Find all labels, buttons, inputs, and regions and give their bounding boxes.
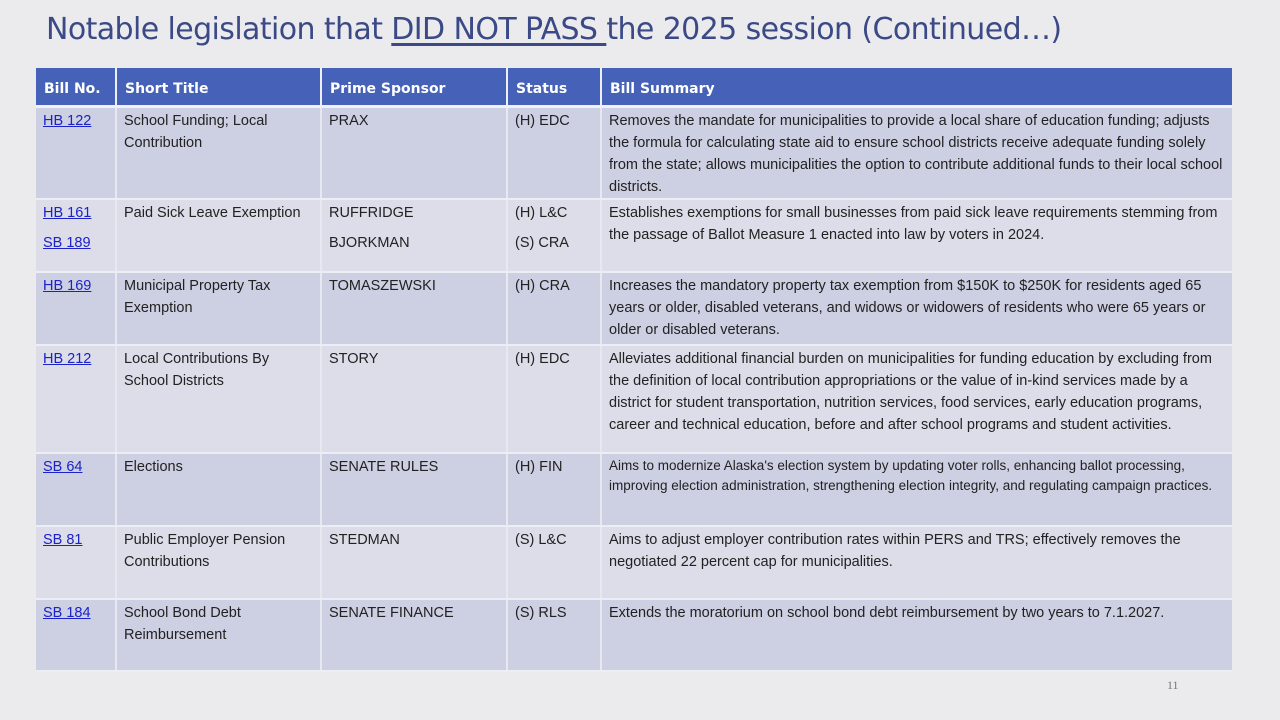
status-cell: (H) FIN	[507, 453, 601, 526]
bill-link-sb-184[interactable]: SB 184	[43, 604, 91, 621]
header-status: Status	[507, 68, 601, 106]
table-row	[36, 345, 1232, 453]
summary-cell: Establishes exemptions for small businesses from paid sick leave requirements stemming from the passage of Ballot Measure 1 enacted into law by voters in 2024.	[601, 199, 1232, 272]
status-cell: (H) EDC	[507, 106, 601, 199]
table-row	[36, 199, 1232, 272]
summary-cell: Aims to modernize Alaska's election system by updating voter rolls, enhancing ballot processing, improving election administration, strengthening election integrity, and regulating campaign practices.	[601, 453, 1232, 526]
status-value: (H) L&C	[515, 204, 568, 221]
sponsor-name: BJORKMAN	[329, 234, 410, 251]
header-bill-summary: Bill Summary	[601, 68, 1232, 106]
short-title-cell: Local Contributions By School Districts	[116, 345, 321, 453]
title-prefix: Notable legislation that	[46, 12, 392, 47]
short-title-cell: School Funding; Local Contribution	[116, 106, 321, 199]
header-short-title: Short Title	[116, 68, 321, 106]
sponsor-cell: SENATE RULES	[321, 453, 507, 526]
bill-link-sb-81[interactable]: SB 81	[43, 531, 83, 548]
short-title-cell: Public Employer Pension Contributions	[116, 526, 321, 599]
summary-cell: Increases the mandatory property tax exemption from $150K to $250K for residents aged 65 years or older, disabled veterans, and widows or widowers of residents who were 65 years or older or disabled veterans.	[601, 272, 1232, 345]
summary-cell: Extends the moratorium on school bond debt reimbursement by two years to 7.1.2027.	[601, 599, 1232, 671]
bill-link-hb-212[interactable]: HB 212	[43, 350, 92, 367]
slide-title	[46, 12, 1062, 47]
bill-no-cell	[36, 453, 116, 526]
header-bill-no: Bill No.	[36, 68, 116, 106]
short-title-cell: School Bond Debt Reimbursement	[116, 599, 321, 671]
title-emphasis: DID NOT PASS	[391, 12, 607, 47]
status-value: (S) CRA	[515, 234, 569, 251]
sponsor-cell: TOMASZEWSKI	[321, 272, 507, 345]
short-title-cell: Paid Sick Leave Exemption	[116, 199, 321, 272]
short-title-cell: Elections	[116, 453, 321, 526]
short-title-cell: Municipal Property Tax Exemption	[116, 272, 321, 345]
bill-link-hb-161[interactable]: HB 161	[43, 204, 92, 221]
bill-link-hb-169[interactable]: HB 169	[43, 277, 92, 294]
sponsor-cell: STEDMAN	[321, 526, 507, 599]
bill-no-cell	[36, 199, 116, 272]
sponsor-cell: PRAX	[321, 106, 507, 199]
bill-link-sb-189[interactable]: SB 189	[43, 234, 91, 251]
summary-cell: Aims to adjust employer contribution rates within PERS and TRS; effectively removes the negotiated 22 percent cap for municipalities.	[601, 526, 1232, 599]
status-cell: (S) L&C	[507, 526, 601, 599]
table-header-row	[36, 68, 1232, 106]
table-row	[36, 106, 1232, 199]
summary-cell: Alleviates additional financial burden on municipalities for funding education by excluding from the definition of local contribution appropriations or the value of in-kind services made by a district for student transportation, nutrition services, food services, early education programs, career and technical education, before and after school programs and student activities.	[601, 345, 1232, 453]
table-row	[36, 453, 1232, 526]
bill-no-cell	[36, 106, 116, 199]
summary-cell: Removes the mandate for municipalities to provide a local share of education funding; adjusts the formula for calculating state aid to ensure school districts receive adequate funding solely from the state; allows municipalities the option to contribute additional funds to their local school districts.	[601, 106, 1232, 199]
status-cell	[507, 199, 601, 272]
sponsor-name: RUFFRIDGE	[329, 204, 414, 221]
table-row	[36, 526, 1232, 599]
bill-no-cell	[36, 526, 116, 599]
header-prime-sponsor: Prime Sponsor	[321, 68, 507, 106]
bill-link-sb-64[interactable]: SB 64	[43, 458, 83, 475]
status-cell: (S) RLS	[507, 599, 601, 671]
status-cell: (H) EDC	[507, 345, 601, 453]
sponsor-cell: STORY	[321, 345, 507, 453]
sponsor-cell	[321, 199, 507, 272]
title-suffix: the 2025 session (Continued…)	[606, 12, 1062, 47]
table-row	[36, 272, 1232, 345]
bill-no-cell	[36, 272, 116, 345]
sponsor-cell: SENATE FINANCE	[321, 599, 507, 671]
bill-link-hb-122[interactable]: HB 122	[43, 112, 92, 129]
legislation-table	[36, 68, 1232, 672]
status-cell: (H) CRA	[507, 272, 601, 345]
page-number: 11	[1167, 678, 1179, 692]
bill-no-cell	[36, 599, 116, 671]
table-row	[36, 599, 1232, 671]
bill-no-cell	[36, 345, 116, 453]
